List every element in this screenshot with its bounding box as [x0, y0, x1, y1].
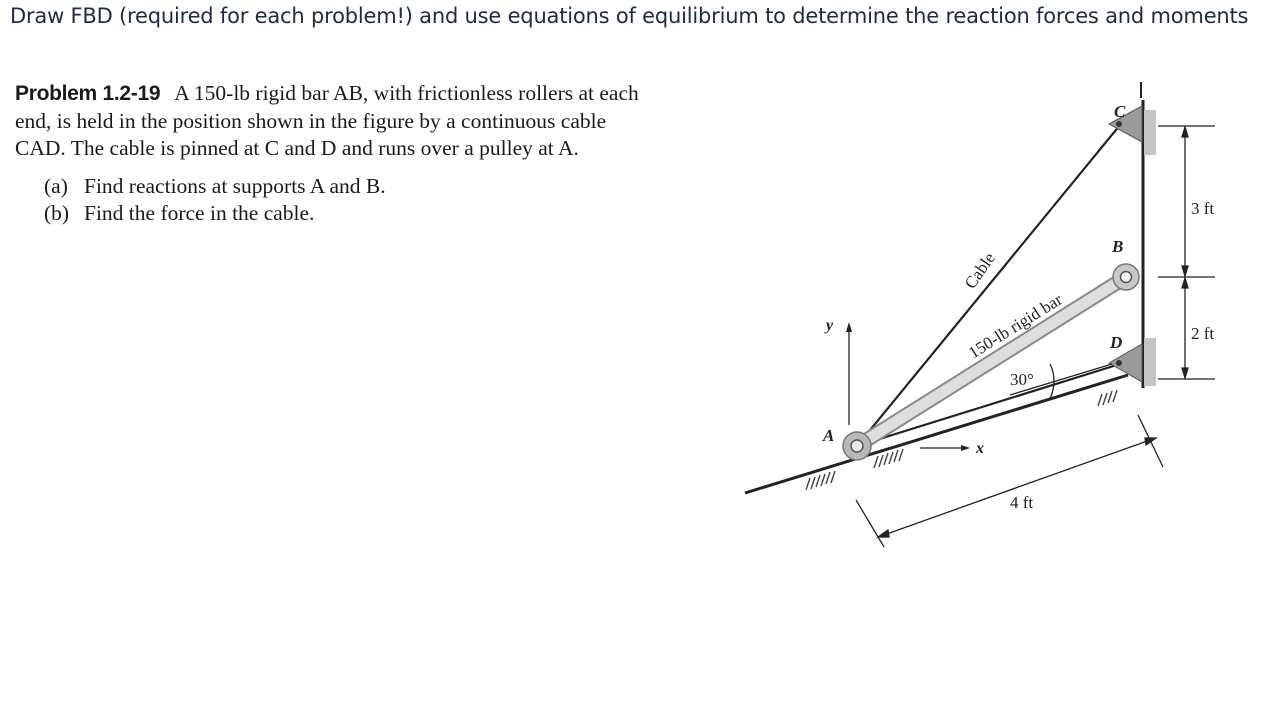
- cable-ad: [857, 364, 1120, 446]
- label-b: B: [1112, 237, 1124, 256]
- dimension-4ft: [856, 415, 1163, 547]
- label-x-axis: x: [976, 440, 984, 457]
- problem-label: Problem 1.2-19: [15, 82, 161, 105]
- label-4ft: 4 ft: [1010, 493, 1034, 512]
- wall-shade-d: [1144, 338, 1156, 386]
- label-a: A: [823, 426, 835, 445]
- part-b-text: Find the force in the cable.: [84, 201, 315, 225]
- part-a-tag: (a): [44, 173, 68, 198]
- statement-line-1: A 150-lb rigid bar AB, with frictionless rollers at each: [174, 81, 639, 105]
- pulley-a: [843, 432, 871, 460]
- label-3ft: 3 ft: [1191, 199, 1215, 218]
- y-axis: [846, 322, 852, 425]
- label-bar: 150-lb rigid bar: [965, 289, 1066, 363]
- roller-b: [1113, 264, 1139, 290]
- label-angle: 30°: [1010, 370, 1034, 389]
- statement-line-2: end, is held in the position shown in the figure by a continuous cable: [15, 108, 607, 133]
- label-c: C: [1114, 102, 1126, 121]
- label-y-axis: y: [826, 317, 834, 334]
- label-2ft: 2 ft: [1191, 324, 1215, 343]
- wall-shade-c: [1144, 110, 1156, 155]
- pin-d: [1116, 360, 1122, 366]
- cable-ca: [857, 125, 1123, 446]
- slide-title: Draw FBD (required for each problem!) and use equations of equilibrium to determine the reaction forces and moments: [10, 4, 1249, 28]
- part-a-text: Find reactions at supports A and B.: [84, 173, 386, 198]
- label-cable: Cable: [960, 248, 1000, 293]
- rigid-bar-ab: [857, 277, 1126, 446]
- statement-line-3: CAD. The cable is pinned at C and D and runs over a pulley at A.: [15, 136, 579, 160]
- label-d: D: [1110, 333, 1123, 352]
- part-b-tag: (b): [44, 201, 70, 225]
- pin-c: [1116, 121, 1122, 127]
- angle-arc: [1050, 364, 1054, 399]
- x-axis: [920, 445, 970, 451]
